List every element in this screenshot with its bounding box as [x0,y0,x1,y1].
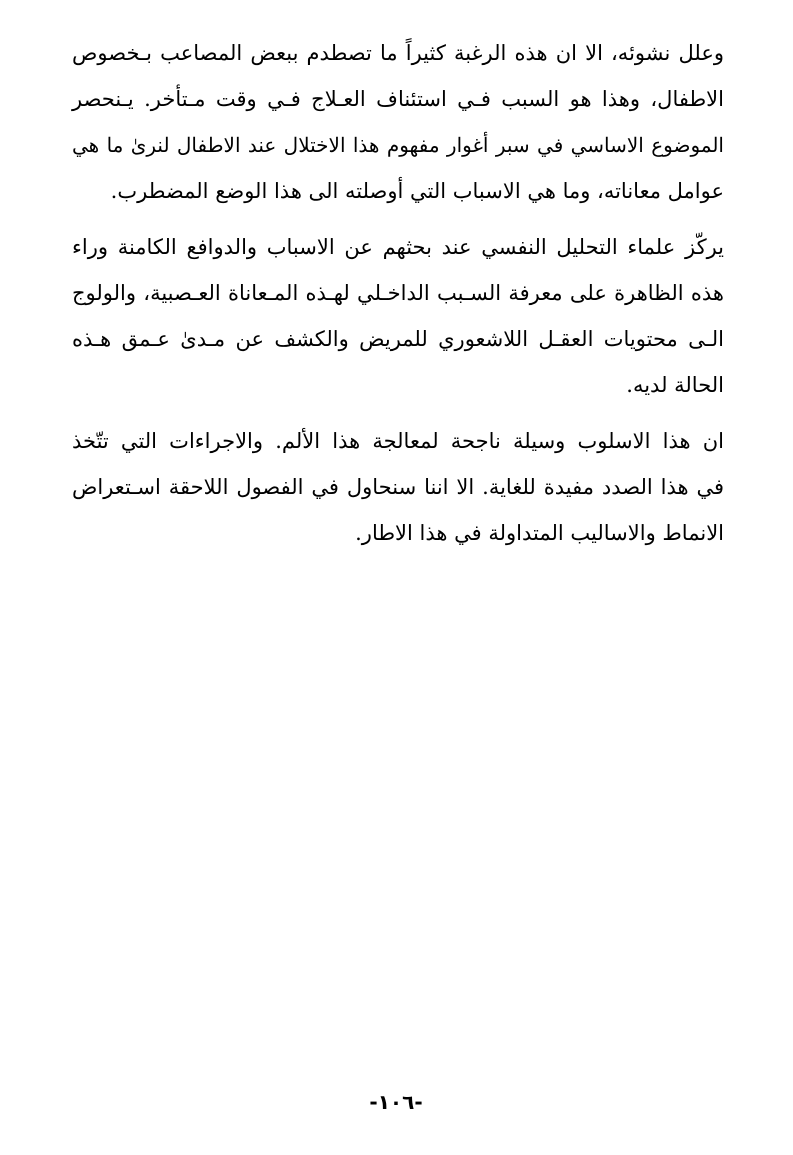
text-line: ان هذا الاسلوب وسيلة ناجحة لمعالجة هذا الألم. والاجراءات التي تتّخذ [72,429,724,453]
text-line: في هذا الصدد مفيدة للغاية. الا اننا سنحاول في الفصول اللاحقة اسـتعراض [72,475,724,499]
body-text [72,30,724,566]
page-number: -١٠٦- [369,1090,423,1114]
text-line: عوامل معاناته، وما هي الاسباب التي أوصلته الى هذا الوضع المضطرب. [110,179,724,203]
text-line: الـى محتويات العقـل اللاشعوري للمريض والكشف عن مـدىٰ عـمق هـذه [72,327,724,351]
text-line: يركّز علماء التحليل النفسي عند بحثهم عن الاسباب والدوافع الكامنة وراء [72,235,724,259]
text-line: الموضوع الاساسي في سبر أغوار مفهوم هذا الاختلال عند الاطفال لنرىٰ ما هي [72,133,724,157]
text-line: الانماط والاساليب المتداولة في هذا الاطار. [355,521,724,545]
text-line: وعلل نشوئه، الا ان هذه الرغبة كثيراً ما تصطدم ببعض المصاعب بـخصوص [72,41,724,65]
paragraph-3 [72,418,724,556]
paragraph-1 [72,30,724,214]
text-line: الاطفال، وهذا هو السبب فـي استئناف العـلاج فـي وقت مـتأخر. يـنحصر [72,87,724,111]
paragraph-2 [72,224,724,408]
text-line: هذه الظاهرة على معرفة السـبب الداخـلي لهـذه المـعاناة العـصبية، والولوج [72,281,724,305]
text-line: الحالة لديه. [626,373,724,397]
